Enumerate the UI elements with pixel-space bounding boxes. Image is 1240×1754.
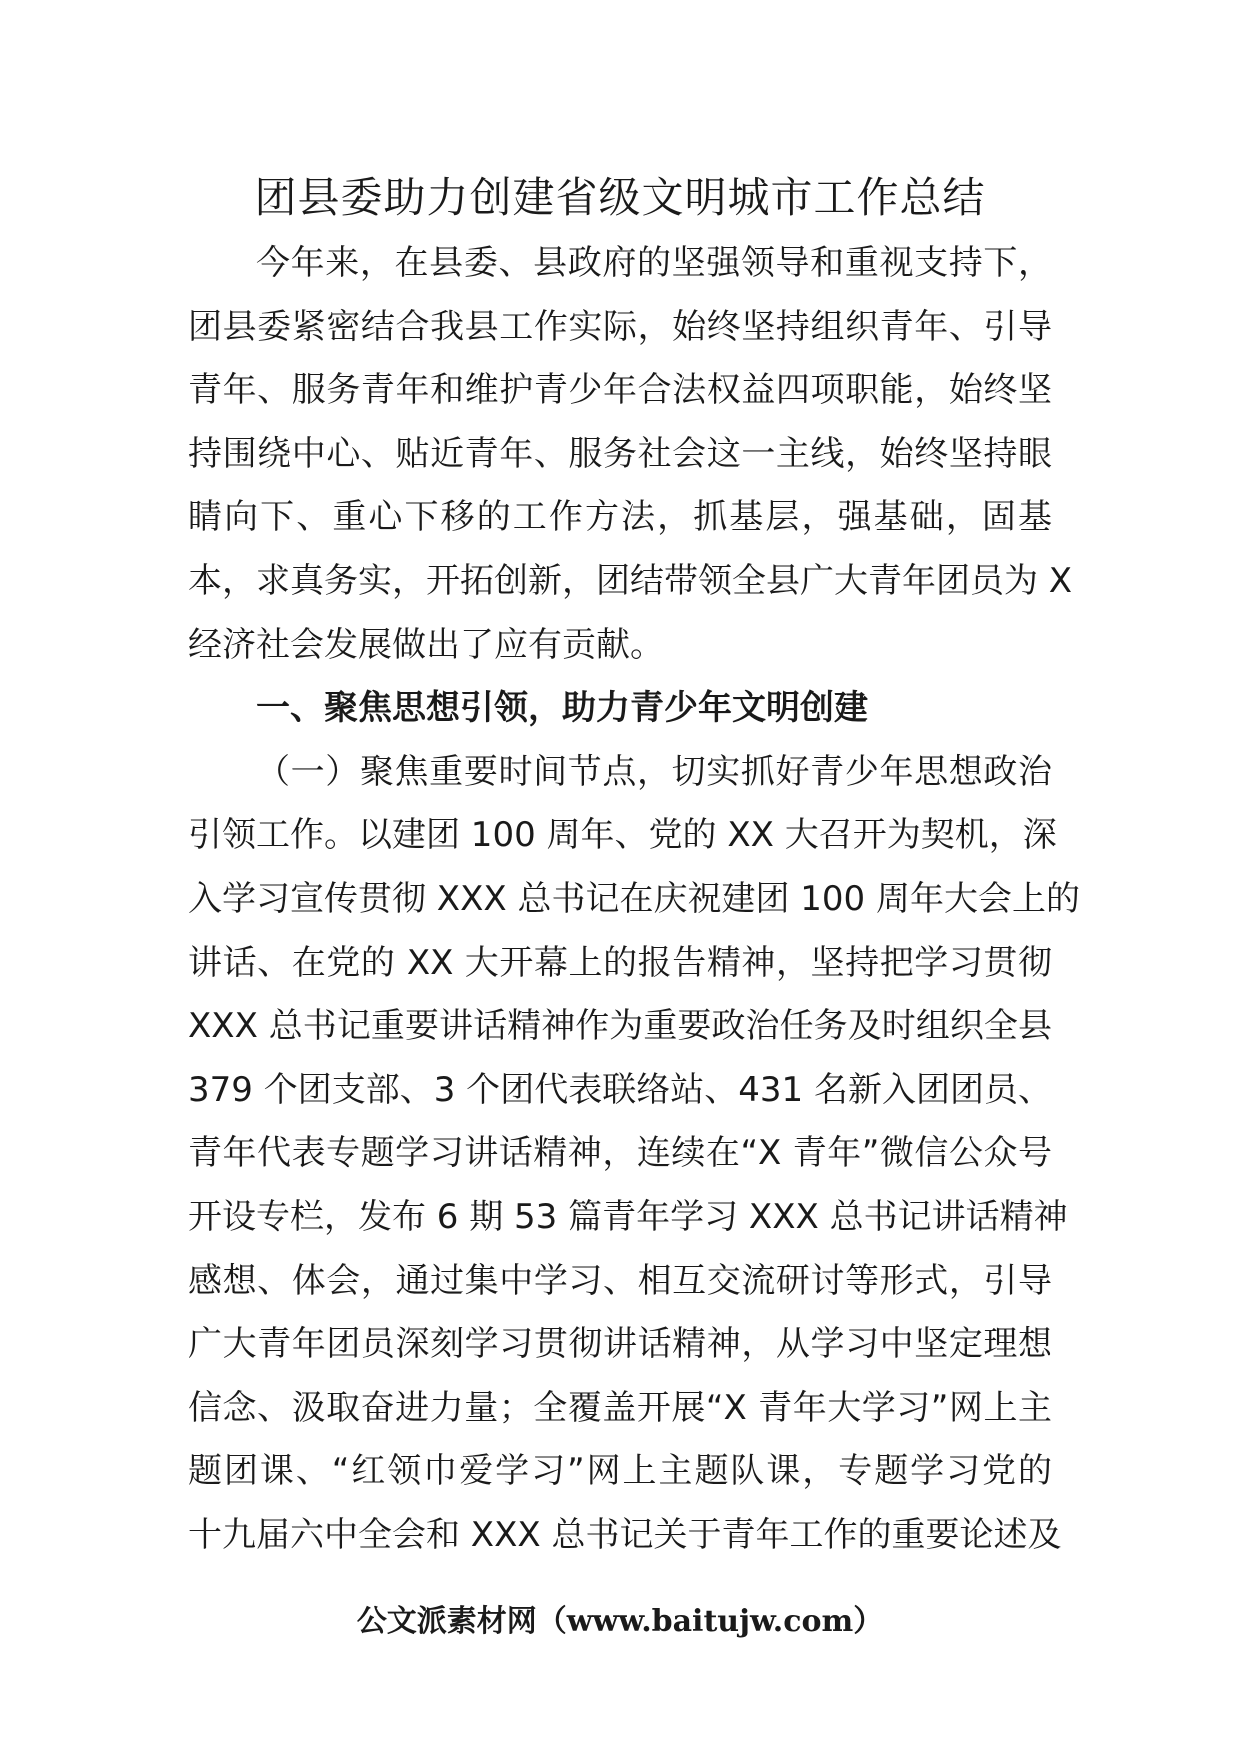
paragraph-line: 入学习宣传贯彻 XXX 总书记在庆祝建团 100 周年大会上的	[188, 878, 1081, 919]
document-title: 团县委助力创建省级文明城市工作总结	[254, 173, 986, 222]
paragraph-line: 讲话、在党的 XX 大开幕上的报告精神，坚持把学习贯彻	[188, 942, 1052, 983]
paragraph-line: XXX 总书记重要讲话精神作为重要政治任务及时组织全县	[188, 1006, 1052, 1047]
paragraph-line: 感想、体会，通过集中学习、相互交流研讨等形式，引导	[188, 1260, 1052, 1301]
paragraph-line: 信念、汲取奋进力量；全覆盖开展“X 青年大学习”网上主	[188, 1387, 1052, 1428]
paragraph-line: 青年代表专题学习讲话精神，连续在“X 青年”微信公众号	[188, 1133, 1052, 1174]
section-heading: 一、聚焦思想引领，助力青少年文明创建	[256, 688, 868, 729]
paragraph-line: 十九届六中全会和 XXX 总书记关于青年工作的重要论述及	[188, 1514, 1062, 1555]
paragraph-line: 开设专栏，发布 6 期 53 篇青年学习 XXX 总书记讲话精神	[188, 1196, 1068, 1237]
paragraph-line: 引领工作。以建团 100 周年、党的 XX 大召开为契机，深	[188, 815, 1057, 856]
paragraph-line: 广大青年团员深刻学习贯彻讲话精神，从学习中坚定理想	[188, 1324, 1052, 1365]
footer-watermark: 公文派素材网（www.baitujw.com）	[356, 1604, 884, 1639]
paragraph-line: 青年、服务青年和维护青少年合法权益四项职能，始终坚	[188, 370, 1052, 411]
paragraph-line: 今年来，在县委、县政府的坚强领导和重视支持下，	[256, 243, 1052, 283]
document-body	[188, 232, 1081, 1567]
paragraph-line: 本，求真务实，开拓创新，团结带领全县广大青年团员为 X	[188, 560, 1073, 601]
paragraph-line: 题团课、“红领巾爱学习”网上主题队课，专题学习党的	[188, 1451, 1052, 1492]
paragraph-line: 经济社会发展做出了应有贡献。	[188, 624, 664, 665]
paragraph-line: 团县委紧密结合我县工作实际，始终坚持组织青年、引导	[188, 306, 1052, 347]
paragraph-line: （一）聚焦重要时间节点，切实抓好青少年思想政治	[256, 751, 1052, 792]
paragraph-line: 睛向下、重心下移的工作方法，抓基层，强基础，固基	[188, 497, 1052, 538]
paragraph-line: 持围绕中心、贴近青年、服务社会这一主线，始终坚持眼	[188, 433, 1052, 474]
paragraph-line: 379 个团支部、3 个团代表联络站、431 名新入团团员、	[188, 1069, 1052, 1110]
